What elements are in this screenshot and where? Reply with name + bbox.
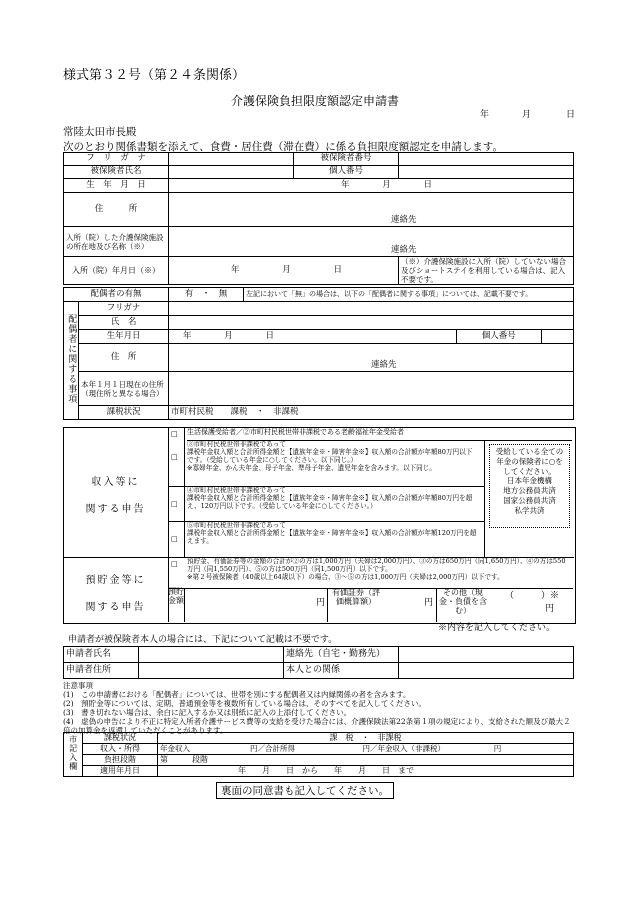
pension-insurer-national[interactable]: 国家公務員共済: [503, 495, 556, 505]
spouse-furigana-field[interactable]: [169, 302, 574, 316]
income-label-cell: [63, 427, 169, 557]
spouse-personal-number-label: 個人番号: [456, 330, 541, 344]
admission-label: 入所（院）年月日（※）: [64, 257, 169, 285]
birthdate-label: 生 年 月 日: [64, 179, 169, 193]
birth-year: 年: [341, 179, 350, 190]
office-stage-value[interactable]: 第 段階: [158, 755, 574, 766]
office-period-label: 適用年月日: [83, 766, 158, 777]
checkbox-1[interactable]: □: [171, 430, 178, 438]
insured-number-label: 被保険者番号: [294, 153, 399, 166]
note-3: (3) 書き切れない場合は、余白に記入するか又は別紙に記入の上添付してください。: [63, 708, 352, 717]
other-paren[interactable]: （ ）※: [505, 591, 560, 601]
agent-address-field[interactable]: [139, 663, 284, 679]
office-stage-label: 負担段階: [83, 755, 158, 766]
spouse-contact-label: 連絡先: [371, 360, 397, 371]
income-item-4: ⑤市町村民税世帯非課税であって 課税年金収入額と合計所得金額と【遺族年金※・障害年金※】収入額の合計額が年額120万円を超えます。: [187, 521, 477, 545]
divider-v2: [436, 588, 437, 622]
pension-insurer-private[interactable]: 私学共済: [514, 505, 545, 515]
spouse-birth-day: 日: [265, 330, 274, 341]
furigana-field[interactable]: [169, 153, 294, 166]
spouse-personal-number-field[interactable]: [541, 330, 573, 344]
spouse-furigana-label: フリガナ: [79, 302, 169, 316]
birth-day: 日: [423, 179, 432, 190]
savings-footnote: ※内容を記入してください。: [438, 623, 556, 633]
agent-note: 申請者が被保険者本人の場合には、下記について記載は不要です。: [68, 635, 338, 645]
other-yen[interactable]: 円: [545, 604, 555, 614]
spouse-presence-note: 左記において「無」の場合は、以下の「配偶者に関する事項」については、記載不要です。: [244, 288, 574, 302]
income-label-2: 関する申告: [85, 504, 146, 515]
address-label: 住 所: [64, 193, 169, 227]
spouse-birth-month: 月: [224, 330, 233, 341]
spouse-side-label: 配偶者に関する事項: [64, 302, 79, 420]
office-period-value[interactable]: 年 月 日 から 年 月 日 まで: [158, 766, 574, 777]
pension-box-line-2: 年金の保険者に○を: [496, 456, 563, 466]
divider-v1: [327, 588, 328, 622]
personal-number-label: 個人番号: [294, 166, 399, 179]
date-year: 年: [480, 110, 490, 120]
notes-block: [63, 681, 578, 735]
spouse-address-label: 住 所: [79, 344, 169, 372]
contact2-label: 連絡先: [391, 245, 417, 256]
deposit-yen[interactable]: 円: [315, 598, 325, 608]
insured-name-field[interactable]: [169, 166, 294, 179]
spouse-table: [63, 287, 574, 420]
spouse-birthdate-field[interactable]: [169, 330, 457, 344]
income-item-3: ④市町村民税世帯非課税であって 課税年金収入額と合計所得金額と【遺族年金※・障害年金※】収入額の合計額が年額80万円を超え、120万円以下です。（受給している年金に○してください。）: [187, 486, 473, 510]
form-number: 様式第３２号（第２４条関係）: [63, 68, 246, 83]
facility-field[interactable]: [169, 227, 574, 257]
back-page-note: 裏面の同意書も記入してください。: [216, 782, 394, 799]
other-label: その他（現金・負債を含む）: [439, 588, 487, 615]
income-item-1: 生活保護受給者／②市町村民税世帯非課税である老齢福祉年金受給者: [187, 428, 572, 441]
spouse-tax-value[interactable]: 市町村民税 課税 ・ 非課税: [169, 406, 574, 420]
note-2: (2) 預貯金等については、定期、普通預金等を複数所有している場合は、そのすべてを記入してください。: [63, 699, 426, 708]
checkbox-savings[interactable]: □: [171, 560, 178, 568]
income-item-2: ③市町村民税世帯非課税であって 課税年金収入額と合計所得金額と【遺族年金※・障害年金※】収入額の合計額が年額80万円以下です。（受給している年金に○してください。以下同じ。） ※寡婦年金、かん夫年金、母子年金、準母子年金、遺児年金を含みます。以下同じ。: [187, 440, 473, 472]
savings-label-cell: [63, 557, 169, 622]
admission-year: 年: [231, 264, 240, 275]
note-4: (4) 虚偽の申告により不正に特定入所者介護サービス費等の支給を受けた場合には、介護保険法第22条第１項の規定により、支給された額及び最大２倍の加算金を返還していただくことがあります。: [63, 717, 571, 735]
furigana-label: フ リ ガ ナ: [64, 153, 169, 166]
checkbox-2[interactable]: □: [171, 453, 178, 461]
spouse-prev-address-field[interactable]: [169, 372, 574, 406]
spouse-presence-options[interactable]: 有 ・ 無: [169, 288, 244, 302]
spouse-name-field[interactable]: [169, 316, 574, 330]
agent-address-label: 申請者住所: [64, 663, 139, 679]
notes-heading: 注意事項: [63, 681, 93, 690]
insured-number-field[interactable]: [399, 153, 574, 166]
savings-label-2: 関する申告: [85, 602, 146, 613]
checkbox-3[interactable]: □: [171, 500, 178, 508]
birth-month: 月: [382, 179, 391, 190]
pension-box-line-3: してください。: [503, 466, 556, 476]
admission-month: 月: [282, 264, 291, 275]
checkbox-4[interactable]: □: [171, 535, 178, 543]
admission-field[interactable]: [169, 257, 399, 285]
pension-box-line-1: 受給している全ての: [495, 447, 564, 456]
spouse-prev-address-label: 本年１月１日現在の住所（現住所と異なる場合）: [79, 372, 169, 406]
personal-number-field[interactable]: [399, 166, 574, 179]
pension-box: [489, 444, 570, 528]
deposit-label: 預貯金額: [168, 588, 185, 622]
agent-relation-label: 本人との関係: [284, 663, 399, 679]
spouse-name-label: 氏 名: [79, 316, 169, 330]
form-title: 介護保険負担限度額認定申請書: [230, 94, 399, 108]
note-1: (1) この申請書における「配偶者」については、世帯を別にする配偶者又は内縁関係の者を含みます。: [63, 690, 411, 699]
savings-label-1: 預貯金等に: [85, 575, 146, 586]
savings-text: 預貯金、有価証券等の金額の合計が②の方は1,000万円（夫婦は2,000万円）、③の方は650万円（同1,650万円）、④の方は550万円（同1,550万円）、⑤の方は500万円（同1,500万円）以下です。 ※第２号被保険者（40歳以上64歳以下）の場合、③〜⑤の方は1,000万円（夫婦は2,000万円）以下です。: [187, 557, 566, 581]
office-income-label: 収入・所得: [83, 744, 158, 755]
spouse-address-field[interactable]: [169, 344, 574, 372]
agent-table: [63, 646, 574, 679]
spouse-birthdate-label: 生年月日: [79, 330, 169, 344]
spouse-birth-year: 年: [183, 330, 192, 341]
agent-name-field[interactable]: [139, 647, 284, 663]
facility-label: 入所（院）した介護保険施設の所在地及び名称（※）: [64, 227, 169, 257]
address-field[interactable]: [169, 193, 574, 227]
securities-label: 有価証券（評価概算額）: [332, 588, 380, 606]
agent-contact-field[interactable]: [399, 647, 574, 663]
agent-name-label: 申請者氏名: [64, 647, 139, 663]
pension-insurer-nenkin[interactable]: 日本年金機構: [507, 476, 552, 486]
date-month: 月: [522, 110, 532, 120]
admission-note: （※）介護保険施設に入所（院）していない場合及びショートステイを利用している場合は、記入不要です。: [399, 257, 574, 285]
office-tax-value[interactable]: 課 税 ・ 非課税: [158, 733, 574, 744]
addressee: 常陸太田市長殿: [63, 126, 137, 138]
birthdate-field[interactable]: [169, 179, 574, 193]
office-side-label: 市記入欄: [64, 733, 83, 777]
applicant-table: [63, 152, 574, 285]
pension-insurer-local[interactable]: 地方公務員共済: [503, 486, 556, 495]
spouse-presence-label: 配偶者の有無: [64, 288, 169, 302]
office-table: [63, 732, 574, 777]
agent-relation-field[interactable]: [399, 663, 574, 679]
admission-day: 日: [333, 264, 342, 275]
office-tax-label: 課税状況: [83, 733, 158, 744]
income-label-1: 収入等に: [91, 477, 140, 488]
agent-contact-label: 連絡先（自宅・勤務先）: [284, 647, 399, 663]
insured-name-label: 被保険者氏名: [64, 166, 169, 179]
securities-yen[interactable]: 円: [423, 598, 433, 608]
date-day: 日: [566, 110, 576, 120]
office-income-value[interactable]: 年金収入 円／合計所得 円／年金収入（非課税） 円: [158, 744, 574, 755]
spouse-tax-label: 課税状況: [79, 406, 169, 420]
pension-box-cell: [484, 441, 574, 557]
intro-text: 次のとおり関係書類を添えて、食費・居住費（滞在費）に係る負担限度額認定を申請します。: [63, 141, 503, 153]
contact-label: 連絡先: [391, 215, 417, 226]
